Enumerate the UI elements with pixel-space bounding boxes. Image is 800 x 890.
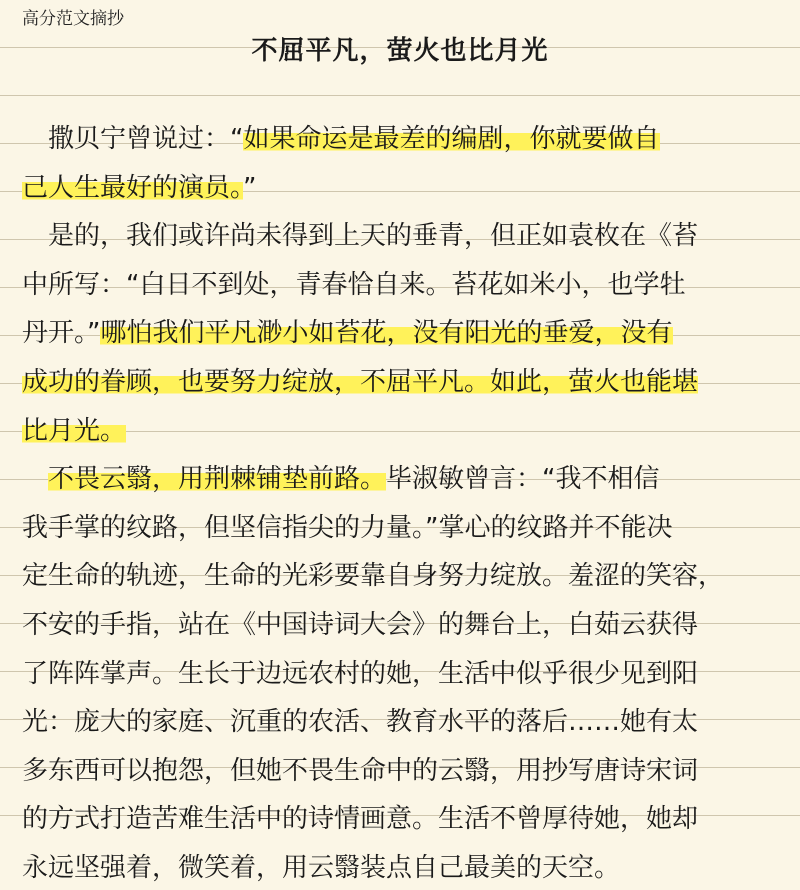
- essay-line: [22, 797, 698, 841]
- line-text: 光：庞大的家庭、沉重的农活、教育水平的落后……她有太: [22, 707, 699, 738]
- essay-line: [22, 311, 673, 355]
- essay-line: [22, 166, 257, 210]
- line-text: 是的，我们或许尚未得到上天的垂青，但正如袁枚在《苔: [22, 221, 699, 252]
- line-text: 我手掌的纹路，但坚信指尖的力量。”掌心的纹路并不能决: [22, 512, 673, 543]
- essay-line: [22, 263, 685, 307]
- essay-line: [22, 554, 724, 598]
- essay-line: [22, 409, 126, 453]
- essay-title: 不屈平凡，萤火也比月光: [251, 36, 549, 66]
- line-text: 撒贝宁曾说过：“: [22, 124, 244, 154]
- highlighted-text: 不畏云翳，用荆棘铺垫前路。: [48, 464, 387, 495]
- line-text: 定生命的轨迹，生命的光彩要靠自身努力绽放。羞涩的笑容，: [22, 561, 725, 592]
- header-label: 高分范文摘抄: [22, 9, 124, 29]
- essay-line: [22, 506, 672, 550]
- line-text: 丹开。”: [22, 318, 101, 349]
- line-text: [22, 464, 48, 494]
- line-text: 的方式打造苦难生活中的诗情画意。生活不曾厚待她，她却: [22, 804, 699, 835]
- line-text: 不安的手指，站在《中国诗词大会》的舞台上，白茹云获得: [22, 610, 699, 640]
- essay-line: [22, 603, 698, 647]
- highlighted-text: 比月光。: [22, 415, 127, 446]
- essay-line: [22, 700, 698, 744]
- highlighted-text: 己人生最好的演员。: [22, 172, 244, 203]
- line-text: 毕淑敏曾言：“我不相信: [386, 464, 660, 495]
- essay-line: [22, 214, 698, 258]
- essay-line: [22, 652, 698, 696]
- line-text: 多东西可以抱怨，但她不畏生命中的云翳，用抄写唐诗宋词: [22, 755, 699, 786]
- line-text: ”: [243, 172, 257, 203]
- line-text: 中所写：“白日不到处，青春恰自来。苔花如米小，也学牡: [22, 269, 686, 300]
- essay-line: [22, 457, 660, 501]
- essay-line: [22, 360, 698, 404]
- highlighted-text: 哪怕我们平凡渺小如苔花，没有阳光的垂爱，没有: [100, 318, 673, 349]
- line-text: 永远坚强着，微笑着，用云翳装点自己最美的天空。: [22, 853, 621, 883]
- highlighted-text: 如果命运是最差的编剧，你就要做自: [243, 124, 660, 154]
- line-text: 了阵阵掌声。生长于边远农村的她，生活中似乎很少见到阳: [22, 658, 699, 689]
- essay-line: [22, 117, 660, 161]
- essay-line: [22, 749, 698, 793]
- highlighted-text: 成功的眷顾，也要努力绽放，不屈平凡。如此，萤火也能堪: [22, 367, 699, 397]
